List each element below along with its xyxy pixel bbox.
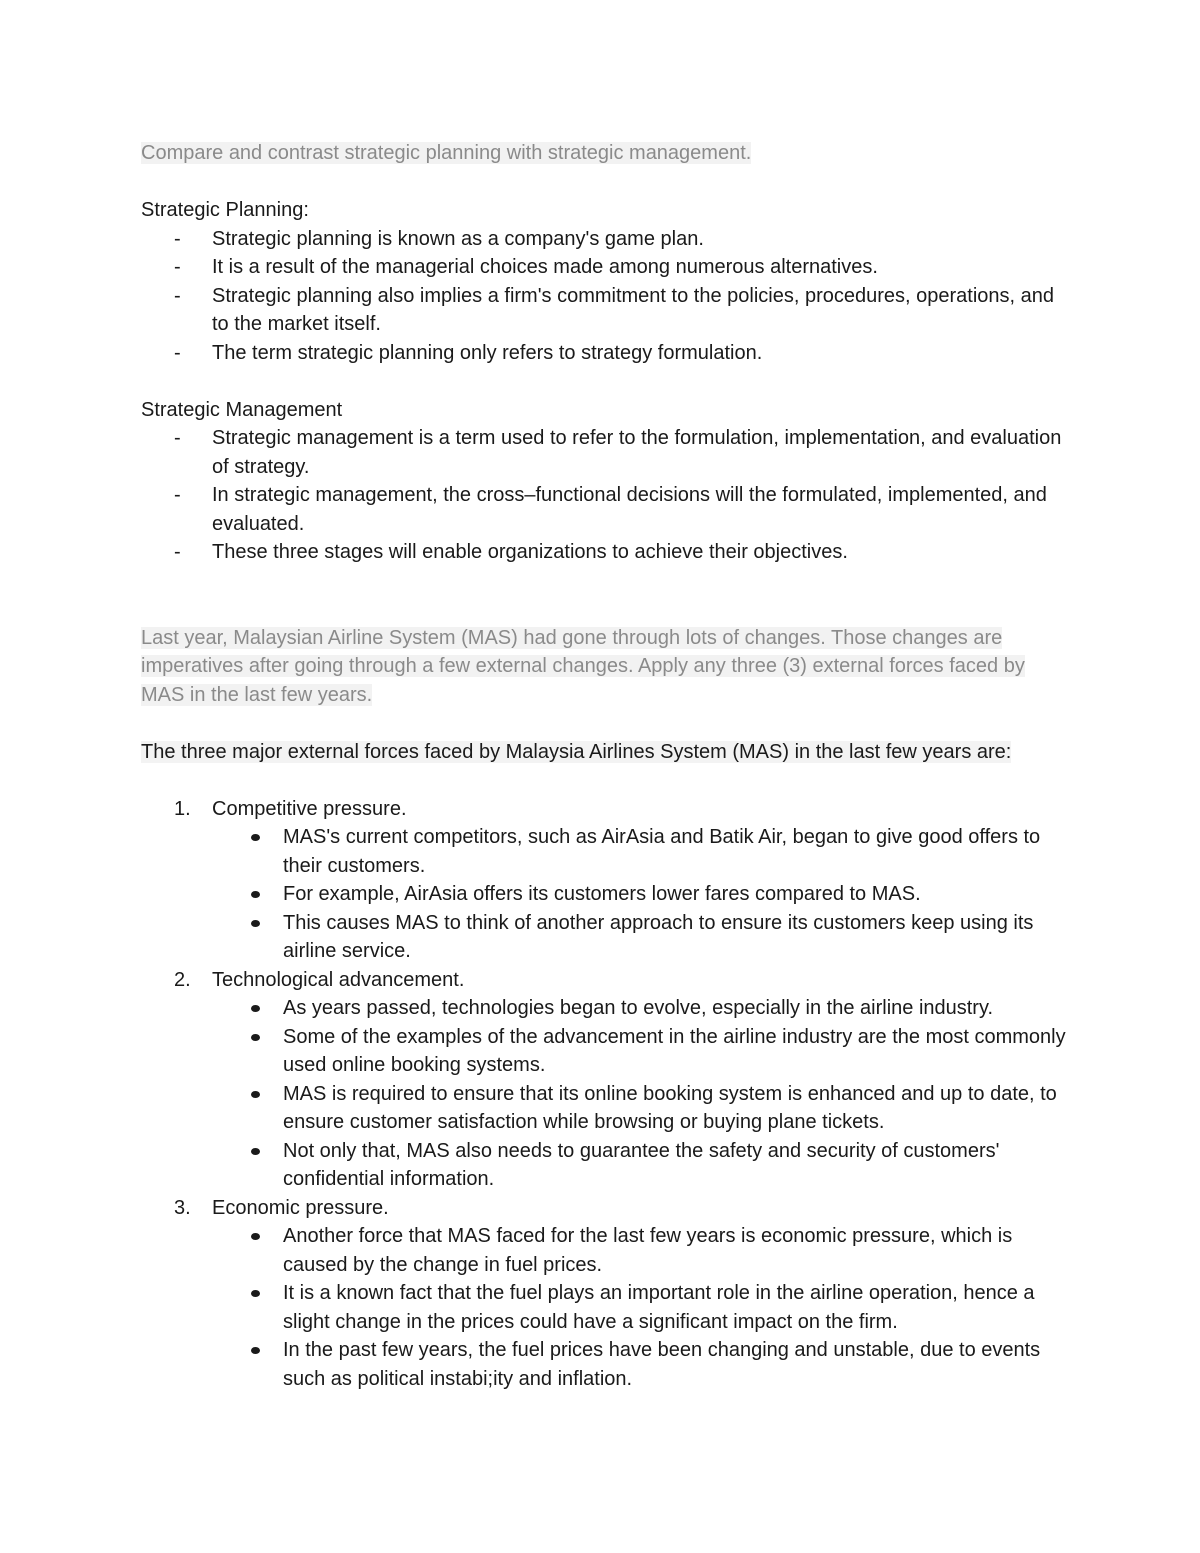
document-content bbox=[141, 139, 1071, 1393]
list-number: 1. bbox=[174, 797, 191, 820]
bullet-item: As years passed, technologies began to evolve, especially in the airline industry. bbox=[212, 994, 1071, 1023]
external-forces-list bbox=[141, 795, 1071, 1394]
force-title: Technological advancement. bbox=[212, 968, 465, 991]
list-item: - It is a result of the managerial choices made among numerous alternatives. bbox=[141, 253, 1071, 282]
bullet-item: For example, AirAsia offers its customers lower fares compared to MAS. bbox=[212, 880, 1071, 909]
list-item: - These three stages will enable organizations to achieve their objectives. bbox=[141, 538, 1071, 567]
list-item: - Strategic planning also implies a firm's commitment to the policies, procedures, operations, and to the market itself. bbox=[141, 282, 1071, 339]
question-1-text: Compare and contrast strategic planning with strategic management. bbox=[141, 142, 752, 164]
list-number: 3. bbox=[174, 1196, 191, 1219]
strategic-management-heading: Strategic Management bbox=[141, 398, 343, 421]
list-item: - In strategic management, the cross–functional decisions will the formulated, implemented, and evaluated. bbox=[141, 481, 1071, 538]
bullet-item: It is a known fact that the fuel plays an important role in the airline operation, hence a slight change in the prices could have a significant impact on the firm. bbox=[212, 1279, 1071, 1336]
list-item: - Strategic planning is known as a company's game plan. bbox=[141, 225, 1071, 254]
bullet-item: MAS's current competitors, such as AirAsia and Batik Air, began to give good offers to their customers. bbox=[212, 823, 1071, 880]
list-item: - Strategic management is a term used to refer to the formulation, implementation, and evaluation of strategy. bbox=[141, 424, 1071, 481]
strategic-management-list bbox=[141, 424, 1071, 567]
answer-intro bbox=[141, 738, 1071, 767]
bullet-item: Another force that MAS faced for the last few years is economic pressure, which is caused by the change in fuel prices. bbox=[212, 1222, 1071, 1279]
force-points bbox=[212, 1222, 1071, 1393]
question-2 bbox=[141, 624, 1071, 710]
force-item-competitive bbox=[141, 795, 1071, 966]
strategic-planning-list bbox=[141, 225, 1071, 368]
force-item-economic bbox=[141, 1194, 1071, 1394]
strategic-planning-heading: Strategic Planning: bbox=[141, 199, 309, 221]
question-1 bbox=[141, 139, 1071, 168]
bullet-item: MAS is required to ensure that its online booking system is enhanced and up to date, to ensure customer satisfaction while browsing or buying plane tickets. bbox=[212, 1080, 1071, 1137]
list-number: 2. bbox=[174, 968, 191, 991]
list-item: - The term strategic planning only refers to strategy formulation. bbox=[141, 339, 1071, 368]
answer-intro-text: The three major external forces faced by Malaysia Airlines System (MAS) in the last few years are: bbox=[141, 740, 1012, 763]
bullet-item: In the past few years, the fuel prices have been changing and unstable, due to events such as political instabi;ity and inflation. bbox=[212, 1336, 1071, 1393]
force-points bbox=[212, 823, 1071, 966]
force-title: Economic pressure. bbox=[212, 1196, 389, 1219]
question-2-text: Last year, Malaysian Airline System (MAS) had gone through lots of changes. Those changes are imperatives after going through a few external changes. Apply any three (3) external forces faced by MAS in the last few years. bbox=[141, 626, 1025, 706]
bullet-item: Not only that, MAS also needs to guarantee the safety and security of customers' confidential information. bbox=[212, 1137, 1071, 1194]
force-item-technological bbox=[141, 966, 1071, 1194]
force-points bbox=[212, 994, 1071, 1194]
force-title: Competitive pressure. bbox=[212, 797, 407, 820]
bullet-item: Some of the examples of the advancement in the airline industry are the most commonly used online booking systems. bbox=[212, 1023, 1071, 1080]
bullet-item: This causes MAS to think of another approach to ensure its customers keep using its airline service. bbox=[212, 909, 1071, 966]
